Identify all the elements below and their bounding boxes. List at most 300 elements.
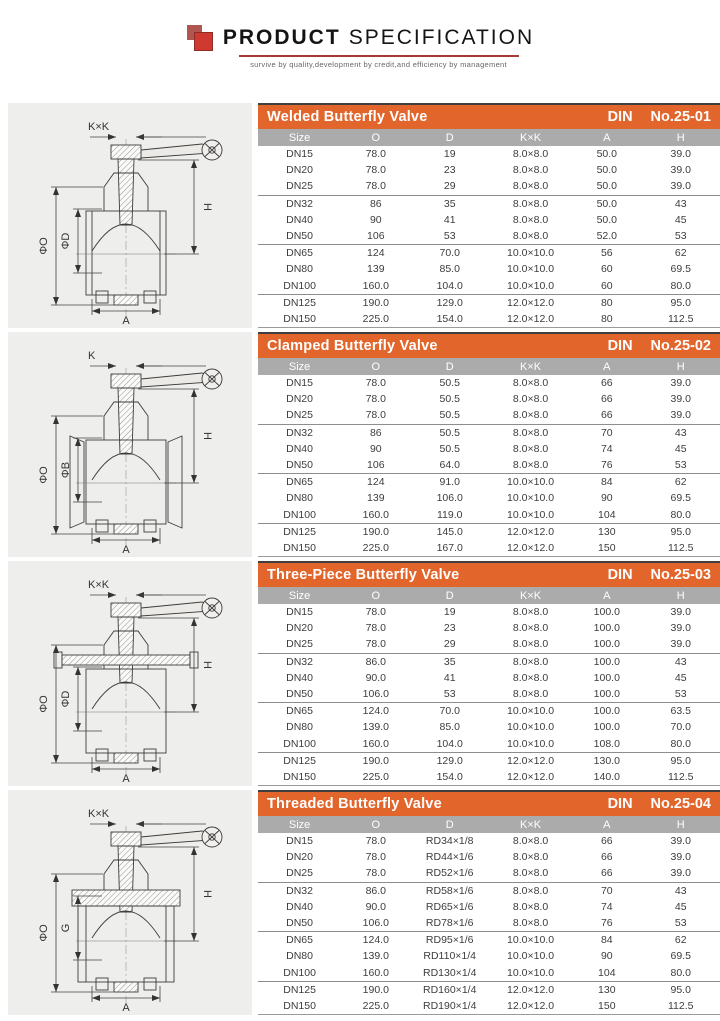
table-cell: 39.0: [670, 638, 691, 651]
table-cell: 62: [674, 476, 687, 489]
table-cell: DN25: [286, 638, 313, 651]
table-cell: 78.0: [365, 606, 387, 619]
drawing-panel-welded: [8, 103, 252, 328]
drawing-panel-threaded: [8, 790, 252, 1015]
table-cell: 112.5: [667, 541, 694, 554]
table-cell: 139.0: [362, 950, 389, 963]
column-header-row: [258, 358, 720, 375]
table-cell: 50.5: [439, 377, 460, 390]
table-cell: DN25: [286, 409, 313, 422]
dim-label-kk: K: [88, 350, 96, 362]
table-cell: DN65: [286, 476, 313, 489]
table-cell: 85.0: [439, 721, 460, 734]
dim-label-a: A: [122, 773, 130, 785]
table-cell: 45: [674, 671, 687, 684]
table-cell: 53: [674, 230, 687, 243]
table-cell: 10.0×10.0: [507, 950, 555, 963]
table-cell: 53: [674, 917, 687, 930]
table-cell: 66: [600, 851, 613, 864]
page-title: [223, 25, 534, 51]
dim-label-inner: ΦD: [60, 690, 72, 708]
table-cell: 43: [674, 197, 687, 210]
table-cell: 43: [674, 884, 687, 897]
valve-handle: [111, 369, 222, 389]
table-cell: 90: [369, 213, 382, 226]
valve-drawing-threaded: [8, 790, 252, 1015]
table-row: [258, 654, 720, 670]
table-cell: 150: [598, 999, 616, 1012]
table-row: [258, 146, 720, 162]
table-standard: [608, 338, 711, 354]
table-cell: 80.0: [670, 737, 691, 750]
table-cell: 167.0: [436, 541, 463, 554]
table-cell: DN15: [286, 377, 313, 390]
table-cell: 66: [600, 409, 613, 422]
column-header-row: [258, 587, 720, 604]
valve-handle: [111, 140, 222, 160]
table-title-bar: [258, 790, 720, 816]
column-header: H: [676, 818, 685, 831]
table-cell: 190.0: [362, 754, 389, 767]
table-cell: DN80: [286, 263, 313, 276]
table-row: [258, 998, 720, 1014]
table-cell: 63.5: [670, 705, 691, 718]
column-header: Size: [288, 360, 311, 373]
table-cell: 8.0×8.0: [512, 230, 549, 243]
table-cell: 8.0×8.0: [512, 622, 549, 635]
spec-sections: [0, 103, 720, 1015]
table-cell: DN80: [286, 950, 313, 963]
table-cell: 95.0: [670, 754, 691, 767]
table-cell: DN40: [286, 213, 313, 226]
table-row: [258, 311, 720, 327]
table-cell: 225.0: [362, 999, 389, 1012]
table-cell: 104.0: [436, 737, 463, 750]
table-cell: 129.0: [436, 296, 463, 309]
table-cell: DN40: [286, 900, 313, 913]
column-header: A: [603, 818, 611, 831]
table-cell: 39.0: [670, 148, 691, 161]
table-row: [258, 915, 720, 932]
table-row: [258, 524, 720, 540]
table-row: [258, 212, 720, 228]
table-title-bar: [258, 103, 720, 129]
table-cell: 95.0: [670, 525, 691, 538]
spec-table-clamped: [258, 332, 720, 557]
table-cell: 39.0: [670, 851, 691, 864]
tagline: survive by quality,development by credit,and efficiency by management: [250, 60, 507, 69]
company-logo-icon: [186, 25, 214, 53]
table-cell: 12.0×12.0: [507, 312, 555, 325]
table-cell: 12.0×12.0: [507, 754, 555, 767]
table-cell: DN20: [286, 393, 313, 406]
table-cell: 50.0: [596, 180, 617, 193]
column-header: K×K: [520, 589, 542, 602]
spec-table-threaded: [258, 790, 720, 1015]
table-cell: 108.0: [593, 737, 620, 750]
table-cell: DN20: [286, 164, 313, 177]
table-standard: [608, 796, 711, 812]
table-cell: 10.0×10.0: [507, 508, 555, 521]
page-title-bold: PRODUCT: [222, 26, 341, 49]
table-standard: [608, 109, 711, 125]
table-cell: 154.0: [436, 312, 463, 325]
table-cell: 100.0: [593, 622, 620, 635]
table-cell: 78.0: [365, 622, 387, 635]
table-cell: 150: [598, 541, 616, 554]
table-cell: DN100: [283, 279, 316, 292]
table-cell: DN80: [286, 492, 313, 505]
table-cell: 8.0×8.0: [512, 671, 549, 684]
table-cell: 70: [600, 426, 613, 439]
column-header: K×K: [520, 818, 542, 831]
standard-label: DIN: [607, 567, 633, 583]
table-cell: 160.0: [362, 966, 389, 979]
column-header: H: [676, 589, 685, 602]
table-row: [258, 162, 720, 178]
table-cell: 70.0: [670, 721, 691, 734]
dim-label-kk: K×K: [88, 579, 110, 591]
valve-drawing-group: [38, 350, 222, 556]
table-cell: 10.0×10.0: [507, 721, 555, 734]
table-cell: 130.0: [593, 754, 620, 767]
table-row: [258, 982, 720, 998]
table-cell: 50.0: [596, 213, 617, 226]
table-cell: 130: [598, 525, 616, 538]
table-cell: 12.0×12.0: [507, 999, 555, 1012]
table-cell: 56: [600, 247, 613, 260]
dim-label-h: H: [201, 661, 213, 669]
table-row: [258, 474, 720, 490]
table-title-bar: [258, 332, 720, 358]
column-header: K×K: [520, 131, 542, 144]
table-cell: 62: [674, 934, 687, 947]
table-cell: 139: [367, 492, 385, 505]
table-cell: 78.0: [365, 148, 387, 161]
table-cell: 41: [443, 213, 456, 226]
table-row: [258, 620, 720, 636]
table-cell: 29: [443, 180, 456, 193]
table-row: [258, 833, 720, 849]
table-cell: 8.0×8.0: [512, 409, 549, 422]
brand-block: [186, 25, 534, 69]
table-cell: 86.0: [365, 884, 387, 897]
table-cell: RD44×1/6: [425, 851, 474, 864]
table-cell: 106.0: [362, 688, 389, 701]
table-cell: 74: [600, 442, 613, 455]
dim-label-a: A: [122, 1002, 130, 1014]
table-cell: 66: [600, 377, 613, 390]
dim-label-h: H: [201, 890, 213, 898]
dim-label-a: A: [122, 315, 130, 327]
table-row: [258, 899, 720, 915]
valve-drawing-clamped: [8, 332, 252, 557]
table-cell: 78.0: [365, 377, 387, 390]
dim-label-h: H: [201, 203, 213, 211]
column-header: O: [371, 818, 381, 831]
table-cell: 66: [600, 867, 613, 880]
table-row: [258, 391, 720, 407]
table-cell: 160.0: [362, 508, 389, 521]
table-cell: 106.0: [436, 492, 463, 505]
table-cell: DN65: [286, 705, 313, 718]
table-cell: RD34×1/8: [425, 835, 474, 848]
table-cell: 112.5: [667, 999, 694, 1012]
table-cell: 50.5: [439, 393, 460, 406]
table-row: [258, 490, 720, 506]
table-cell: DN50: [286, 459, 313, 472]
table-cell: 8.0×8.0: [512, 213, 549, 226]
table-cell: 41: [443, 671, 456, 684]
table-cell: 225.0: [362, 770, 389, 783]
table-cell: 8.0×8.0: [512, 148, 549, 161]
table-cell: 104: [598, 966, 616, 979]
valve-drawing-group: [38, 121, 222, 327]
table-cell: 76: [600, 917, 613, 930]
table-cell: 35: [443, 197, 456, 210]
table-row: [258, 457, 720, 474]
table-cell: 62: [674, 247, 687, 260]
table-cell: RD190×1/4: [423, 999, 477, 1012]
table-cell: 66: [600, 835, 613, 848]
table-cell: 39.0: [670, 164, 691, 177]
dim-label-outer: ΦO: [38, 466, 50, 484]
title-underline: [239, 55, 519, 57]
table-cell: 70.0: [439, 247, 460, 260]
page-header: [0, 0, 720, 103]
table-cell: 23: [443, 622, 456, 635]
table-cell: 112.5: [667, 770, 694, 783]
table-cell: 100.0: [593, 671, 620, 684]
spec-table-three-piece: [258, 561, 720, 786]
table-cell: 8.0×8.0: [512, 917, 549, 930]
table-cell: 53: [674, 459, 687, 472]
column-header: K×K: [520, 360, 542, 373]
table-cell: 39.0: [670, 867, 691, 880]
table-cell: RD130×1/4: [423, 966, 477, 979]
column-header: O: [371, 131, 381, 144]
dim-label-kk: K×K: [88, 808, 110, 820]
table-cell: RD160×1/4: [423, 983, 477, 996]
table-cell: 80.0: [670, 508, 691, 521]
table-cell: 66: [600, 393, 613, 406]
table-cell: 8.0×8.0: [512, 851, 549, 864]
column-header: A: [603, 589, 611, 602]
table-cell: RD95×1/6: [425, 934, 474, 947]
table-cell: 80: [600, 296, 613, 309]
table-title: Three-Piece Butterfly Valve: [267, 567, 460, 583]
table-cell: 35: [443, 655, 456, 668]
dim-label-inner: G: [60, 923, 72, 933]
table-cell: 154.0: [436, 770, 463, 783]
standard-number: No.25-04: [650, 796, 711, 812]
table-cell: 95.0: [670, 296, 691, 309]
table-cell: DN150: [283, 312, 316, 325]
table-cell: 45: [674, 900, 687, 913]
table-cell: 84: [600, 476, 613, 489]
table-cell: 29: [443, 638, 456, 651]
table-cell: 52.0: [596, 230, 617, 243]
valve-drawing-welded: [8, 103, 252, 328]
column-header: D: [445, 818, 454, 831]
table-cell: RD65×1/6: [425, 900, 474, 913]
valve-handle: [111, 598, 222, 618]
column-header: D: [445, 131, 454, 144]
table-cell: 8.0×8.0: [512, 638, 549, 651]
section-threaded: [8, 790, 720, 1015]
table-row: [258, 507, 720, 524]
table-cell: DN50: [286, 917, 313, 930]
table-cell: 139.0: [362, 721, 389, 734]
table-cell: DN125: [283, 754, 316, 767]
table-cell: 8.0×8.0: [512, 900, 549, 913]
table-cell: 124: [367, 476, 385, 489]
table-cell: DN50: [286, 688, 313, 701]
table-row: [258, 407, 720, 424]
table-cell: 39.0: [670, 622, 691, 635]
brand-text: [223, 25, 534, 69]
table-cell: 8.0×8.0: [512, 377, 549, 390]
table-cell: 90: [600, 492, 613, 505]
table-cell: 8.0×8.0: [512, 459, 549, 472]
table-cell: 78.0: [365, 393, 387, 406]
drawing-panel-clamped: [8, 332, 252, 557]
table-row: [258, 604, 720, 620]
table-cell: DN40: [286, 442, 313, 455]
spec-table-welded: [258, 103, 720, 328]
table-cell: 78.0: [365, 835, 387, 848]
dim-label-inner: ΦB: [60, 461, 72, 479]
table-cell: 53: [443, 688, 456, 701]
table-cell: 8.0×8.0: [512, 884, 549, 897]
table-cell: DN150: [283, 770, 316, 783]
table-cell: 8.0×8.0: [512, 606, 549, 619]
dim-label-outer: ΦO: [38, 695, 50, 713]
table-cell: DN25: [286, 867, 313, 880]
page-title-light: SPECIFICATION: [348, 26, 535, 49]
table-cell: DN125: [283, 296, 316, 309]
table-cell: 119.0: [436, 508, 463, 521]
table-cell: 129.0: [436, 754, 463, 767]
table-cell: 100.0: [593, 688, 620, 701]
section-clamped: [8, 332, 720, 557]
table-cell: 8.0×8.0: [512, 180, 549, 193]
table-cell: 95.0: [670, 983, 691, 996]
table-cell: 8.0×8.0: [512, 164, 549, 177]
table-row: [258, 769, 720, 785]
table-cell: 39.0: [670, 393, 691, 406]
table-cell: DN32: [286, 884, 313, 897]
table-cell: DN15: [286, 148, 313, 161]
table-body: [258, 833, 720, 1014]
table-cell: RD52×1/6: [425, 867, 474, 880]
table-cell: 139: [367, 263, 385, 276]
table-cell: 39.0: [670, 409, 691, 422]
table-cell: DN125: [283, 525, 316, 538]
table-cell: 190.0: [362, 525, 389, 538]
table-cell: 106.0: [362, 917, 389, 930]
table-cell: 50.5: [439, 442, 460, 455]
table-cell: DN150: [283, 999, 316, 1012]
table-cell: DN100: [283, 966, 316, 979]
table-cell: 8.0×8.0: [512, 688, 549, 701]
table-cell: 8.0×8.0: [512, 426, 549, 439]
table-cell: 39.0: [670, 835, 691, 848]
table-row: [258, 425, 720, 441]
table-title: Threaded Butterfly Valve: [267, 796, 442, 812]
table-cell: 100.0: [593, 705, 620, 718]
table-cell: 80.0: [670, 279, 691, 292]
table-cell: RD58×1/6: [425, 884, 474, 897]
column-header: H: [676, 360, 685, 373]
dim-label-outer: ΦO: [38, 924, 50, 942]
table-cell: 8.0×8.0: [512, 835, 549, 848]
table-cell: 91.0: [439, 476, 460, 489]
standard-number: No.25-02: [650, 338, 711, 354]
table-title: Welded Butterfly Valve: [267, 109, 428, 125]
table-row: [258, 228, 720, 245]
dim-label-inner: ΦD: [60, 232, 72, 250]
table-row: [258, 540, 720, 556]
table-cell: 8.0×8.0: [512, 867, 549, 880]
table-cell: 12.0×12.0: [507, 983, 555, 996]
valve-drawing-group: [38, 808, 222, 1014]
table-cell: 10.0×10.0: [507, 247, 555, 260]
column-header: A: [603, 360, 611, 373]
table-row: [258, 178, 720, 195]
table-cell: 50.5: [439, 426, 460, 439]
table-cell: 19: [443, 606, 456, 619]
table-row: [258, 196, 720, 212]
table-cell: DN150: [283, 541, 316, 554]
table-cell: 64.0: [439, 459, 460, 472]
table-row: [258, 636, 720, 653]
table-cell: 80: [600, 312, 613, 325]
section-welded: [8, 103, 720, 328]
table-cell: 50.0: [596, 148, 617, 161]
table-cell: 90.0: [365, 900, 387, 913]
column-header-row: [258, 816, 720, 833]
table-cell: 10.0×10.0: [507, 934, 555, 947]
table-cell: DN25: [286, 180, 313, 193]
table-cell: 10.0×10.0: [507, 705, 555, 718]
table-cell: 12.0×12.0: [507, 770, 555, 783]
table-cell: 86.0: [365, 655, 387, 668]
table-cell: 100.0: [593, 638, 620, 651]
table-cell: 60: [600, 279, 613, 292]
table-cell: 53: [674, 688, 687, 701]
table-cell: 85.0: [439, 263, 460, 276]
table-cell: 12.0×12.0: [507, 296, 555, 309]
table-cell: 104.0: [436, 279, 463, 292]
table-row: [258, 736, 720, 753]
table-cell: 84: [600, 934, 613, 947]
table-cell: 50.0: [596, 164, 617, 177]
table-row: [258, 278, 720, 295]
table-cell: 69.5: [670, 263, 691, 276]
table-cell: DN125: [283, 983, 316, 996]
table-cell: DN50: [286, 230, 313, 243]
table-row: [258, 261, 720, 277]
table-row: [258, 295, 720, 311]
table-cell: 90: [600, 950, 613, 963]
table-cell: 145.0: [436, 525, 463, 538]
table-row: [258, 883, 720, 899]
table-cell: 23: [443, 164, 456, 177]
table-cell: 43: [674, 655, 687, 668]
dim-label-kk: K×K: [88, 121, 110, 133]
standard-number: No.25-01: [650, 109, 711, 125]
